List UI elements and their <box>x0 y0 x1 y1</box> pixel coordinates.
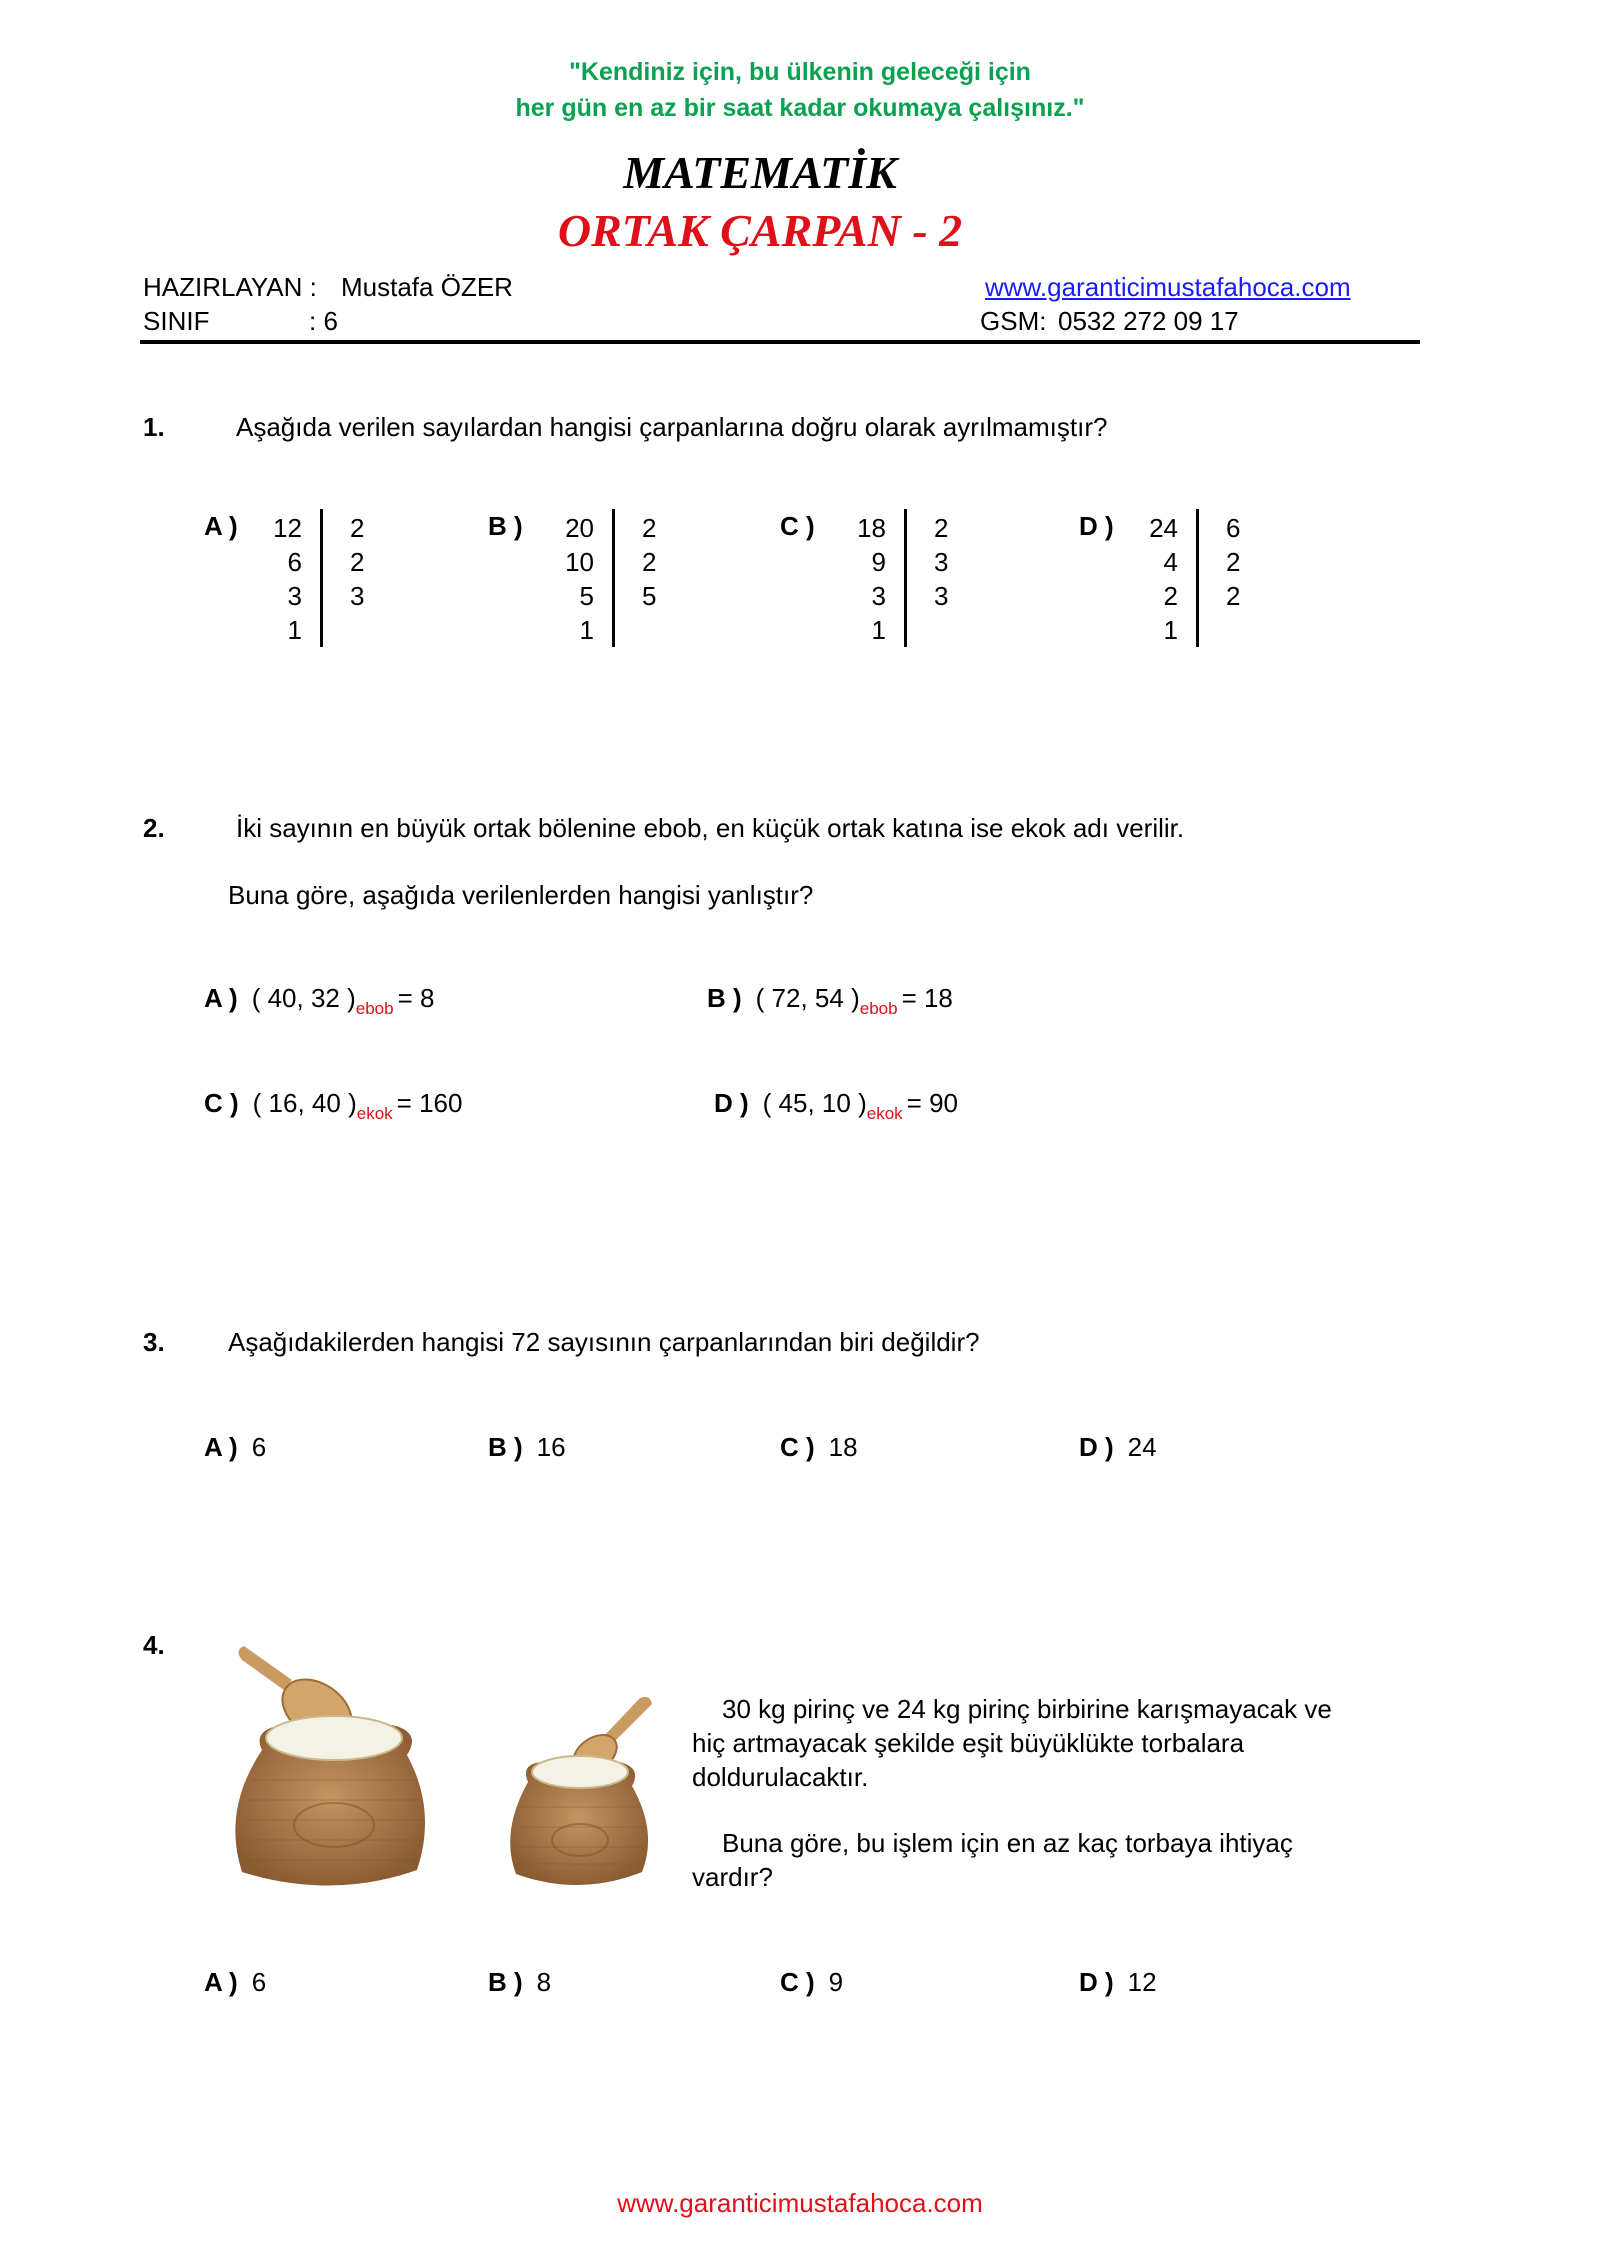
q2-option-d[interactable]: D ) ( 45, 10 )$_{ekok} = 90$ <box>714 1088 958 1123</box>
q4-option-c[interactable]: C ) 9 <box>780 1967 844 1997</box>
question-4-number: 4. <box>143 1630 165 1660</box>
q2-option-b[interactable]: B ) ( 72, 54 )$_{ebob} = 18$ <box>707 983 953 1018</box>
question-2-text-2: Buna göre, aşağıda verilenlerden hangisi yanlıştır? <box>228 880 814 910</box>
q3-option-a[interactable]: A ) 6 <box>204 1432 267 1462</box>
website-link[interactable]: www.garanticimustafahoca.com <box>985 272 1351 302</box>
q1-option-b-label[interactable]: B ) <box>488 511 523 541</box>
question-3-text: Aşağıdakilerden hangisi 72 sayısının çarpanlarından biri değildir? <box>228 1327 980 1357</box>
q2-option-c[interactable]: C ) ( 16, 40 )$_{ekok} = 160$ <box>204 1088 463 1123</box>
question-2-number: 2. <box>143 813 165 843</box>
gsm-number: 0532 272 09 17 <box>1058 306 1239 336</box>
subject-title: MATEMATİK <box>623 147 897 198</box>
q3-option-c[interactable]: C ) 18 <box>780 1432 858 1462</box>
author-label: HAZIRLAYAN : <box>143 272 317 302</box>
author-name: Mustafa ÖZER <box>341 272 513 302</box>
q3-option-b[interactable]: B ) 16 <box>488 1432 566 1462</box>
question-4-paragraph-2: Buna göre, bu işlem için en az kaç torbaya ihtiyaç vardır? <box>692 1828 1293 1892</box>
q2-option-a[interactable]: A ) ( 40, 32 )$_{ebob} = 8$ <box>204 983 435 1018</box>
question-4-paragraph-1: 30 kg pirinç ve 24 kg pirinç birbirine karışmayacak ve hiç artmayacak şekilde eşit büyüklükte torbalara doldurulacaktır. <box>692 1694 1332 1792</box>
question-3-number: 3. <box>143 1327 165 1357</box>
header-divider <box>140 340 1420 344</box>
class-label: SINIF <box>143 306 210 336</box>
question-1-text: Aşağıda verilen sayılardan hangisi çarpanlarına doğru olarak ayrılmamıştır? <box>236 412 1108 442</box>
q3-option-d[interactable]: D ) 24 <box>1079 1432 1157 1462</box>
q1-option-a-label[interactable]: A ) <box>204 511 238 541</box>
q1-option-d-label[interactable]: D ) <box>1079 511 1114 541</box>
motto-line-1: "Kendiniz için, bu ülkenin geleceği için <box>569 58 1031 86</box>
question-2-text-1: İki sayının en büyük ortak bölenine ebob, en küçük ortak katına ise ekok adı verilir. <box>236 813 1185 843</box>
q4-option-b[interactable]: B ) 8 <box>488 1967 552 1997</box>
class-value: : 6 <box>309 306 338 336</box>
gsm-label: GSM: <box>980 306 1047 336</box>
q4-option-d[interactable]: D ) 12 <box>1079 1967 1157 1997</box>
motto-line-2: her gün en az bir saat kadar okumaya çalışınız." <box>515 94 1085 122</box>
q4-option-a[interactable]: A ) 6 <box>204 1967 267 1997</box>
question-1-number: 1. <box>143 412 165 442</box>
rice-sack-icon <box>500 1692 660 1897</box>
footer-website[interactable]: www.garanticimustafahoca.com <box>617 2188 983 2218</box>
topic-title: ORTAK ÇARPAN - 2 <box>557 205 963 256</box>
q1-option-c-label[interactable]: C ) <box>780 511 815 541</box>
rice-sack-icon <box>222 1640 442 1900</box>
